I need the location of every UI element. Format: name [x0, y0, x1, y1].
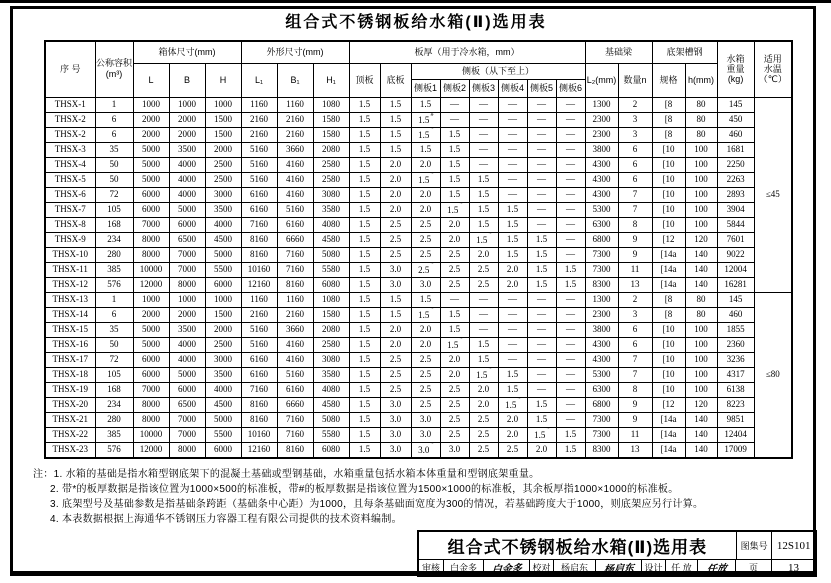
table-body — [45, 97, 792, 458]
group-beam: 基础梁 — [585, 41, 652, 63]
col-H: H — [205, 63, 241, 97]
table-row: THSX-10 280 8000 7000 5000 8160 7160 5080 1.5 2.5 2.5 2.5 2.0 1.5 1.5 — 7300 9 [14a 140 9022 — [45, 247, 792, 262]
col-L1: L₁ — [241, 63, 277, 97]
col-side-1: 侧板1 — [411, 79, 440, 97]
table-row: THSX-17 72 6000 4000 3000 6160 4160 3080 1.5 2.5 2.5 2.0 1.5 — — — 4300 7 [10 100 3236 — [45, 352, 792, 367]
col-volume — [95, 41, 133, 97]
table-row: THSX-23 576 12000 8000 6000 12160 8160 6080 1.5 3.0 3.0* 3.0 2.5 2.5 2.0 1.5 8300 13 [14a 140 17009 — [45, 442, 792, 458]
col-B1: B₁ — [277, 63, 313, 97]
title-block — [417, 530, 817, 577]
atlas-no-value: 12S101 — [771, 532, 815, 559]
checker-signature: 杨启东 — [595, 560, 641, 575]
table-row: THSX-4 50 5000 4000 2500 5160 4160 2580 1.5 2.0 2.0 1.5 — — — — 4300 6 [10 100 2250 — [45, 157, 792, 172]
table-row: THSX-16 50 5000 4000 2500 5160 4160 2580 1.5 2.0 2.0 1.5* 1.5 — — — 4300 6 [10 100 2360 — [45, 337, 792, 352]
table-row: THSX-15 35 5000 3500 2000 5160 3660 2080 1.5 2.0 2.0 1.5 — — — — 3800 6 [10 100 1855 — [45, 322, 792, 337]
atlas-no-label: 图集号 — [736, 532, 772, 559]
col-temp: 适用 水温 （℃） — [754, 41, 792, 97]
notes — [33, 467, 783, 527]
table-row: THSX-12 576 12000 8000 6000 12160 8160 6080 1.5 3.0 3.0 2.5 2.5 2.0 1.5 1.5 8300 13 [14a 140 16281 — [45, 277, 792, 292]
table-row: THSX-11 385 10000 7000 5500 10160 7160 5580 1.5 3.0 2.5* 2.5 2.5 2.0 1.5 1.5 7300 11 [14a 140 12004 — [45, 262, 792, 277]
col-side-6: 侧板6 — [556, 79, 585, 97]
title-block-top-row — [419, 532, 815, 560]
group-outer-dims: 外形尺寸(mm) — [241, 41, 349, 63]
col-bottom-plate: 底板 — [380, 63, 411, 97]
col-serial: 序 号 — [45, 41, 95, 97]
col-beam-count: 数量n — [618, 63, 652, 97]
col-h: h(mm) — [685, 63, 717, 97]
col-L2: L₂(mm) — [585, 63, 618, 97]
title-block-title: 组合式不锈钢板给水箱(Ⅱ)选用表 — [447, 538, 708, 557]
checker-label: 校对 — [529, 560, 553, 575]
title-block-bottom-row — [419, 560, 815, 575]
temp-range-cell: ≤45 — [754, 97, 792, 292]
notes-prefix: 注： — [33, 469, 54, 480]
table-row: THSX-13 1 1000 1000 1000 1160 1160 1080 1.5 1.5 1.5 — — — — — 1300 2 [8 80 145 ≤80 — [45, 292, 792, 307]
group-frame-steel: 底架槽钢 — [652, 41, 717, 63]
table-header — [45, 41, 792, 97]
col-side-2: 侧板2 — [440, 79, 469, 97]
group-thickness: 板厚（用于冷水箱，mm） — [349, 41, 585, 63]
designer-label: 设计 — [641, 560, 665, 575]
table-row: THSX-22 385 10000 7000 5500 10160 7160 5580 1.5 3.0 3.0 2.5 2.5 2.0 1.5* 1.5 7300 11 [14a 140 12404 — [45, 427, 792, 442]
table-row: THSX-6 72 6000 4000 3000 6160 4160 3080 1.5 2.0 2.0 1.5 1.5 — — — 4300 7 [10 100 2893 — [45, 187, 792, 202]
table-row: THSX-2 6 2000 2000 1500 2160 2160 1580 1.5 1.5 1.5* 1.5 — — — — 2300 3 [8 80 460 — [45, 127, 792, 142]
col-weight: 水箱 重量 (kg) — [717, 41, 754, 97]
col-side-4: 侧板4 — [498, 79, 527, 97]
scan-edge-line — [0, 0, 831, 3]
table-row: THSX-7 105 6000 5000 3500 6160 5160 3580 1.5 2.0 2.0 1.5* 1.5 1.5 — — 5300 7 [10 100 3904 — [45, 202, 792, 217]
col-side-3: 侧板3 — [469, 79, 498, 97]
col-side-5: 侧板5 — [527, 79, 556, 97]
col-volume-label: 公称容积 — [95, 57, 132, 68]
table-row: THSX-5 50 5000 4000 2500 5160 4160 2580 1.5 2.0 1.5* 1.5 1.5 — — — 4300 6 [10 100 2263 — [45, 172, 792, 187]
col-L: L — [133, 63, 169, 97]
temp-range-cell: ≤80 — [754, 292, 792, 458]
table-row: THSX-20 234 8000 6500 4500 8160 6660 4580 1.5 3.0 2.5 2.5 2.0 1.5* 1.5 — 6800 9 [12 120 8223 — [45, 397, 792, 412]
reviewer-label: 审核 — [421, 563, 440, 573]
designer-signature: 任放 — [697, 560, 735, 575]
page-no-label: 页 — [735, 560, 771, 575]
group-box-dims: 箱体尺寸(mm) — [133, 41, 241, 63]
note-line-4: 4. 本表数据根据上海通华不锈钢压力容器工程有限公司提供的技术资料编制。 — [50, 514, 402, 525]
note-line-2: 2. 带*的板厚数据是指该位置为1000×500的标准板，带#的板厚数据是指该位置为1500×1000的标准板，其余板厚指1000×1000的标准板。 — [50, 484, 679, 495]
table-row: THSX-19 168 7000 6000 4000 7160 6160 4080 1.5 2.5 2.5 2.5 2.0 1.5 — — 6300 8 [10 100 6138 — [45, 382, 792, 397]
col-top-plate: 顶板 — [349, 63, 380, 97]
table-row: THSX-9 234 8000 6500 4500 8160 6660 4580 1.5 2.5 2.5 2.0 1.5* 1.5 1.5 — 6800 9 [12 120 7601 — [45, 232, 792, 247]
page-no-value: 13 — [771, 560, 815, 575]
checker-name: 杨启东 — [553, 560, 595, 575]
col-spec: 规格 — [652, 63, 685, 97]
note-line-1: 注：1. 水箱的基础是指水箱型钢底架下的混凝土基础或型钢基础，水箱重量包括水箱本体重量和型钢底架重量。 — [33, 469, 540, 480]
designer-name: 任 放 — [665, 560, 697, 575]
table-row: THSX-18 105 6000 5000 3500 6160 5160 3580 1.5 2.5 2.5 2.0 1.5* 1.5 — — 5300 7 [10 100 4317 — [45, 367, 792, 382]
col-H1: H₁ — [313, 63, 349, 97]
page-title: 组合式不锈钢板给水箱(Ⅱ)选用表 — [285, 14, 547, 31]
table-row: THSX-2 6 2000 2000 1500 2160 2160 1580 1.5 1.5 1.5# — — — — — 2300 3 [8 80 450 — [45, 112, 792, 127]
table-row: THSX-14 6 2000 2000 1500 2160 2160 1580 1.5 1.5 1.5* 1.5 — — — — 2300 3 [8 80 460 — [45, 307, 792, 322]
reviewer-name: 白金多 — [443, 560, 483, 575]
reviewer-signature: 白金多 — [483, 560, 529, 575]
table-row: THSX-21 280 8000 7000 5000 8160 7160 5080 1.5 3.0 3.0 2.5 2.5 2.0 1.5 — 7300 9 [14a 140 9851 — [45, 412, 792, 427]
selection-table — [44, 40, 793, 459]
group-side-plates: 侧板（从下至上） — [411, 63, 585, 79]
note-line-3: 3. 底架型号及基础参数是指基础条跨距（基础条中心距）为1000，且每条基础面宽度为300的情况，若基础跨度大于1000，则底架应另行计算。 — [50, 499, 704, 510]
col-volume-unit: (m³) — [105, 69, 123, 80]
col-B: B — [169, 63, 205, 97]
table-row: THSX-3 35 5000 3500 2000 5160 3660 2080 1.5 1.5 1.5 1.5 — — — — 3800 6 [10 100 1681 — [45, 142, 792, 157]
table-row: THSX-1 1 1000 1000 1000 1160 1160 1080 1.5 1.5 1.5 — — — — — 1300 2 [8 80 145 ≤45 — [45, 97, 792, 112]
table-row: THSX-8 168 7000 6000 4000 7160 6160 4080 1.5 2.5 2.5 2.0 1.5 1.5 — — 6300 8 [10 100 5844 — [45, 217, 792, 232]
